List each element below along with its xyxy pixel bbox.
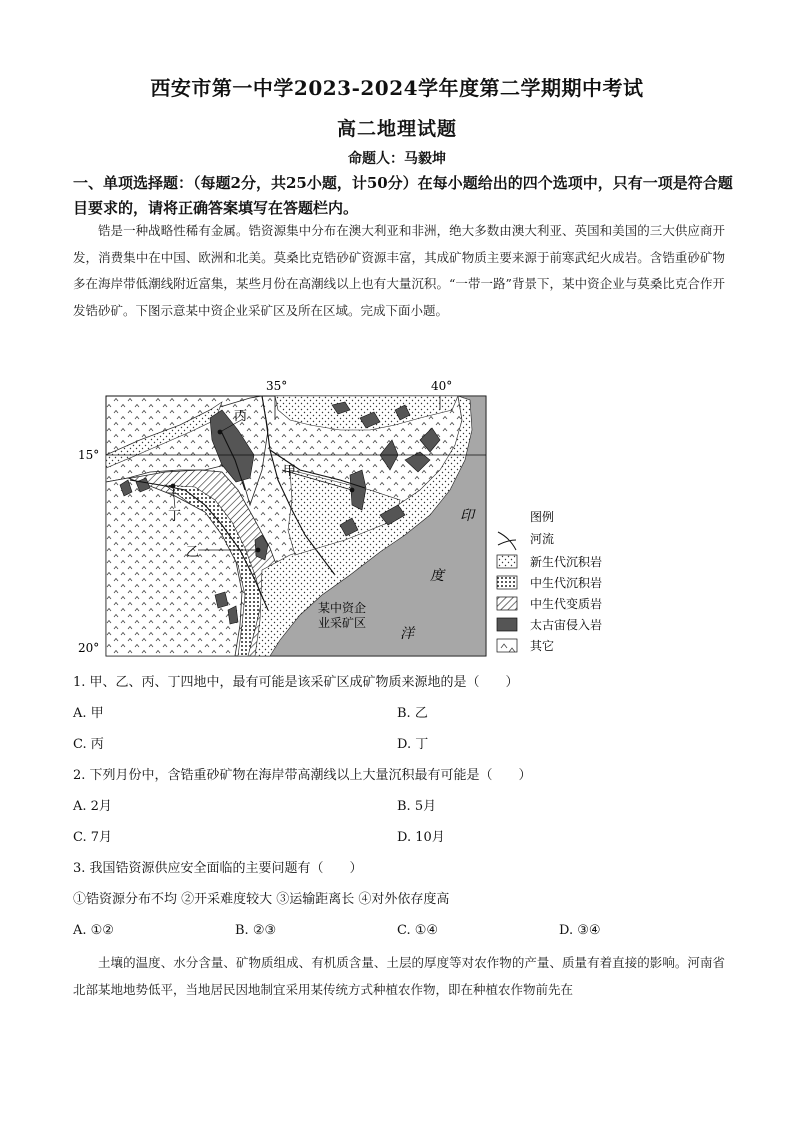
- mine-label-line2: 业采矿区: [318, 616, 367, 630]
- ocean-char-2: 度: [430, 568, 444, 584]
- q1-option-b[interactable]: B. 乙: [397, 706, 428, 721]
- lon-label-35: 35°: [266, 379, 288, 393]
- lat-label-20: 20°: [78, 641, 100, 655]
- legend-label-mesozoic-metamorphic: 中生代变质岩: [530, 597, 603, 611]
- question-1-stem: 1. 甲、乙、丙、丁四地中，最有可能是该采矿区成矿物质来源地的是（ ）: [73, 675, 519, 690]
- exam-subtitle: 高二地理试题: [336, 118, 457, 140]
- map-legend: [497, 509, 602, 653]
- question-3-stem: 3. 我国锆资源供应安全面临的主要问题有（ ）: [73, 861, 363, 876]
- place-label-bing: 丙: [234, 409, 248, 424]
- ocean-char-1: 印: [460, 508, 474, 524]
- legend-label-archean-intrusive: 太古宙侵入岩: [530, 618, 603, 632]
- place-label-yi: 乙: [186, 545, 200, 560]
- legend-label-mesozoic-sediment: 中生代沉积岩: [530, 576, 603, 590]
- q3-option-c[interactable]: C. ①④: [397, 923, 439, 938]
- reading-passage-1: 锆是一种战略性稀有金属。锆资源集中分布在澳大利亚和非洲，绝大多数由澳大利亚、英国和美国的三大供应商开发，消费集中在中国、欧洲和北美。莫桑比克锆砂矿资源丰富，其成矿物质主要来源于前寒武纪火成岩。含锆重砂矿物多在海岸带低潮线附近富集，某些月份在高潮线以上也有大量沉积。“一带一路”背景下，某中资企业与莫桑比克合作开发锆砂矿。下图示意某中资企业采矿区及所在区域。完成下面小题。: [73, 223, 725, 318]
- legend-label-cenozoic-sediment: 新生代沉积岩: [530, 555, 603, 569]
- ocean-char-3: 洋: [400, 626, 414, 642]
- author-line: 命题人：马毅坤: [348, 151, 446, 167]
- exam-title: 西安市第一中学2023-2024学年度第二学期期中考试: [150, 76, 644, 100]
- place-label-jia: 甲: [283, 464, 297, 479]
- legend-river-icon: [498, 532, 516, 550]
- question-2-stem: 2. 下列月份中，含锆重砂矿物在海岸带高潮线以上大量沉积最有可能是（ ）: [73, 768, 532, 783]
- mine-label-line1: 某中资企: [318, 601, 367, 615]
- q1-option-a[interactable]: A. 甲: [73, 706, 104, 721]
- q1-option-c[interactable]: C. 丙: [73, 737, 104, 752]
- q2-option-b[interactable]: B. 5月: [397, 799, 437, 814]
- q3-option-d[interactable]: D. ③④: [559, 923, 601, 938]
- lon-label-40: 40°: [431, 379, 453, 393]
- legend-hatch-pattern-icon: [497, 597, 517, 610]
- q1-option-d[interactable]: D. 丁: [397, 737, 429, 752]
- reading-passage-2: 土壤的温度、水分含量、矿物质组成、有机质含量、土层的厚度等对农作物的产量、质量有着直接的影响。河南省北部某地地势低平，当地居民因地制宜采用某传统方式种植农作物，即在种植农作物前先在: [73, 955, 725, 997]
- legend-dot-pattern-icon: [497, 555, 517, 568]
- q3-option-a[interactable]: A. ①②: [73, 923, 114, 938]
- q2-option-a[interactable]: A. 2月: [73, 799, 112, 814]
- lat-label-15: 15°: [78, 448, 100, 462]
- section-heading: 一、单项选择题：（每题2分，共25小题，计50分）在每小题给出的四个选项中，只有一项是符合题目要求的，请将正确答案填写在答题栏内。: [73, 174, 733, 217]
- legend-grid-pattern-icon: [497, 576, 517, 589]
- question-3-statements: ①锆资源分布不均 ②开采难度较大 ③运输距离长 ④对外依存度高: [73, 892, 450, 907]
- place-label-ding: 丁: [168, 509, 182, 524]
- legend-label-river: 河流: [530, 532, 555, 546]
- legend-solid-dark-icon: [497, 618, 517, 631]
- legend-label-other: 其它: [530, 639, 555, 653]
- q3-option-b[interactable]: B. ②③: [235, 923, 277, 938]
- q2-option-c[interactable]: C. 7月: [73, 830, 113, 845]
- legend-title: 图例: [530, 510, 555, 524]
- q2-option-d[interactable]: D. 10月: [397, 830, 445, 845]
